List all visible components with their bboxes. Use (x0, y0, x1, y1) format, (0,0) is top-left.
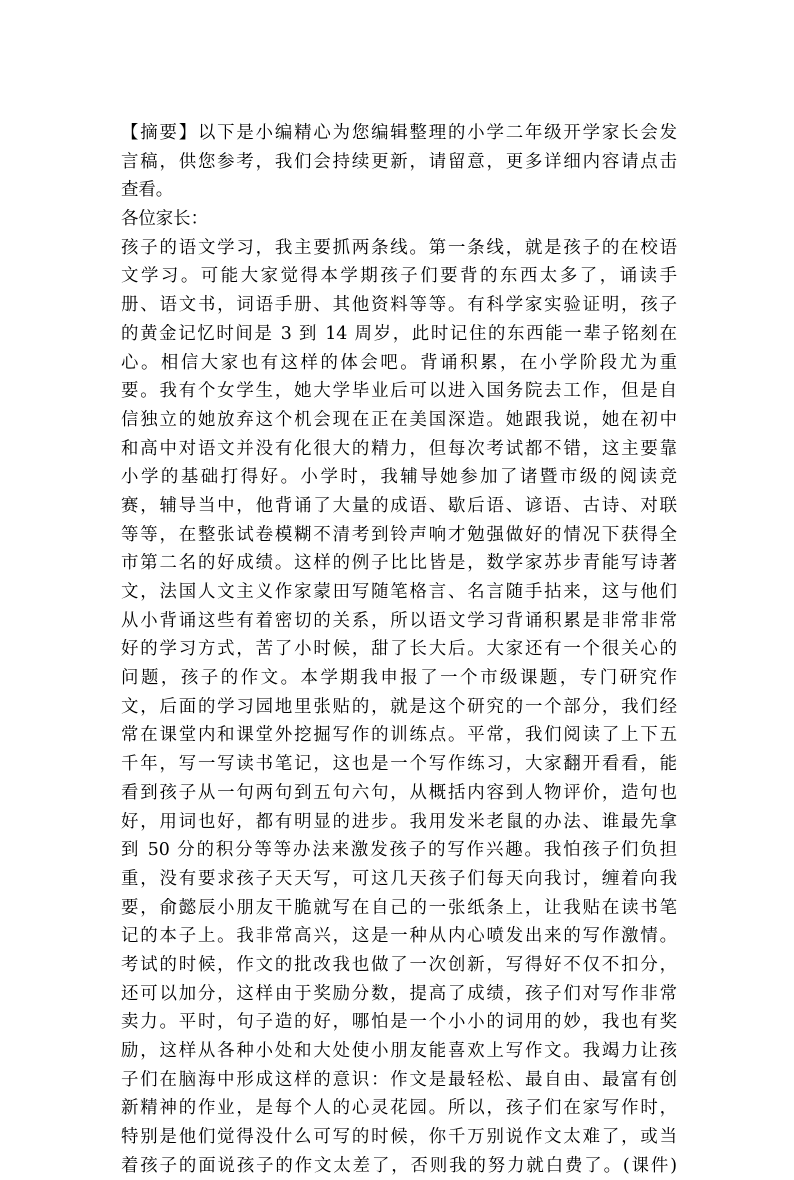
body-line: 子们在脑海中形成这样的意识：作文是最轻松、最自由、最富有创 (121, 1069, 677, 1090)
body-line: 要，俞懿辰小朋友干脆就写在自己的一张纸条上，让我贴在读书笔 (121, 897, 677, 918)
body-line: 考试的时候，作文的批改我也做了一次创新，写得好不仅不扣分， (121, 954, 677, 975)
body-line: 孩子的语文学习，我主要抓两条线。第一条线，就是孩子的在校语 (121, 237, 677, 258)
body-line: 信独立的她放弃这个机会现在正在美国深造。她跟我说，她在初中 (121, 409, 677, 430)
body-line: 重，没有要求孩子天天写，可这几天孩子们每天向我讨，缠着向我 (121, 868, 677, 889)
summary-line: 【摘要】以下是小编精心为您编辑整理的小学二年级开学家长会发 (121, 123, 677, 143)
body-line: 文学习。可能大家觉得本学期孩子们要背的东西太多了，诵读手 (121, 266, 677, 287)
summary-line: 查看。 (121, 180, 174, 201)
body-line: 常在课堂内和课堂外挖掘写作的训练点。平常，我们阅读了上下五 (121, 725, 677, 746)
body-line: 卖力。平时，句子造的好，哪怕是一个小小的词用的妙，我也有奖 (121, 1012, 677, 1033)
body-line: 千年，写一写读书笔记，这也是一个写作练习，大家翻开看看，能 (121, 754, 677, 775)
body-line: 要。我有个女学生，她大学毕业后可以进入国务院去工作，但是自 (121, 381, 677, 402)
body-line: 问题，孩子的作文。本学期我申报了一个市级课题，专门研究作 (121, 668, 677, 689)
salutation: 各位家长： (121, 209, 208, 230)
body-line: 册、语文书，词语手册、其他资料等等。有科学家实验证明，孩子 (121, 295, 677, 316)
body-line: 到 50 分的积分等等办法来激发孩子的写作兴趣。我怕孩子们负担 (121, 840, 677, 861)
body-line: 从小背诵这些有着密切的关系，所以语文学习背诵积累是非常非常 (121, 610, 677, 631)
body-line: 文，法国人文主义作家蒙田写随笔格言、名言随手拈来，这与他们 (121, 582, 677, 602)
body-line: 等等，在整张试卷模糊不清考到铃声响才勉强做好的情况下获得全 (121, 524, 677, 545)
body-line: 赛，辅导当中，他背诵了大量的成语、歇后语、谚语、古诗、对联 (121, 495, 677, 516)
body-line: 市第二名的好成绩。这样的例子比比皆是，数学家苏步青能写诗著 (121, 553, 677, 574)
body-line: 新精神的作业，是每个人的心灵花园。所以，孩子们在家写作时， (121, 1098, 677, 1119)
document-text (121, 119, 677, 1180)
body-line: 还可以加分，这样由于奖励分数，提高了成绩，孩子们对写作非常 (121, 983, 677, 1004)
body-line: 着孩子的面说孩子的作文太差了，否则我的努力就白费了。(课件) (121, 1155, 677, 1176)
body-line: 文，后面的学习园地里张贴的，就是这个研究的一个部分，我们经 (121, 696, 677, 717)
body-line: 小学的基础打得好。小学时，我辅导她参加了诸暨市级的阅读竞 (121, 467, 677, 488)
body-line: 记的本子上。我非常高兴，这是一种从内心喷发出来的写作激情。 (121, 926, 677, 947)
summary-line: 言稿，供您参考，我们会持续更新，请留意，更多详细内容请点击 (121, 151, 677, 172)
body-line: 好，用词也好，都有明显的进步。我用发米老鼠的办法、谁最先拿 (121, 811, 677, 832)
body-line: 的黄金记忆时间是 3 到 14 周岁，此时记住的东西能一辈子铭刻在 (121, 323, 677, 344)
body-line: 励，这样从各种小处和大处使小朋友能喜欢上写作文。我竭力让孩 (121, 1041, 677, 1061)
body-line: 看到孩子从一句两句到五句六句，从概括内容到人物评价，造句也 (121, 782, 677, 803)
body-line: 和高中对语文并没有化很大的精力，但每次考试都不错，这主要靠 (121, 438, 677, 459)
body-line: 心。相信大家也有这样的体会吧。背诵积累，在小学阶段尤为重 (121, 352, 677, 373)
body-line: 特别是他们觉得没什么可写的时候，你千万别说作文太难了，或当 (121, 1127, 677, 1148)
body-line: 好的学习方式，苦了小时候，甜了长大后。大家还有一个很关心的 (121, 639, 677, 660)
